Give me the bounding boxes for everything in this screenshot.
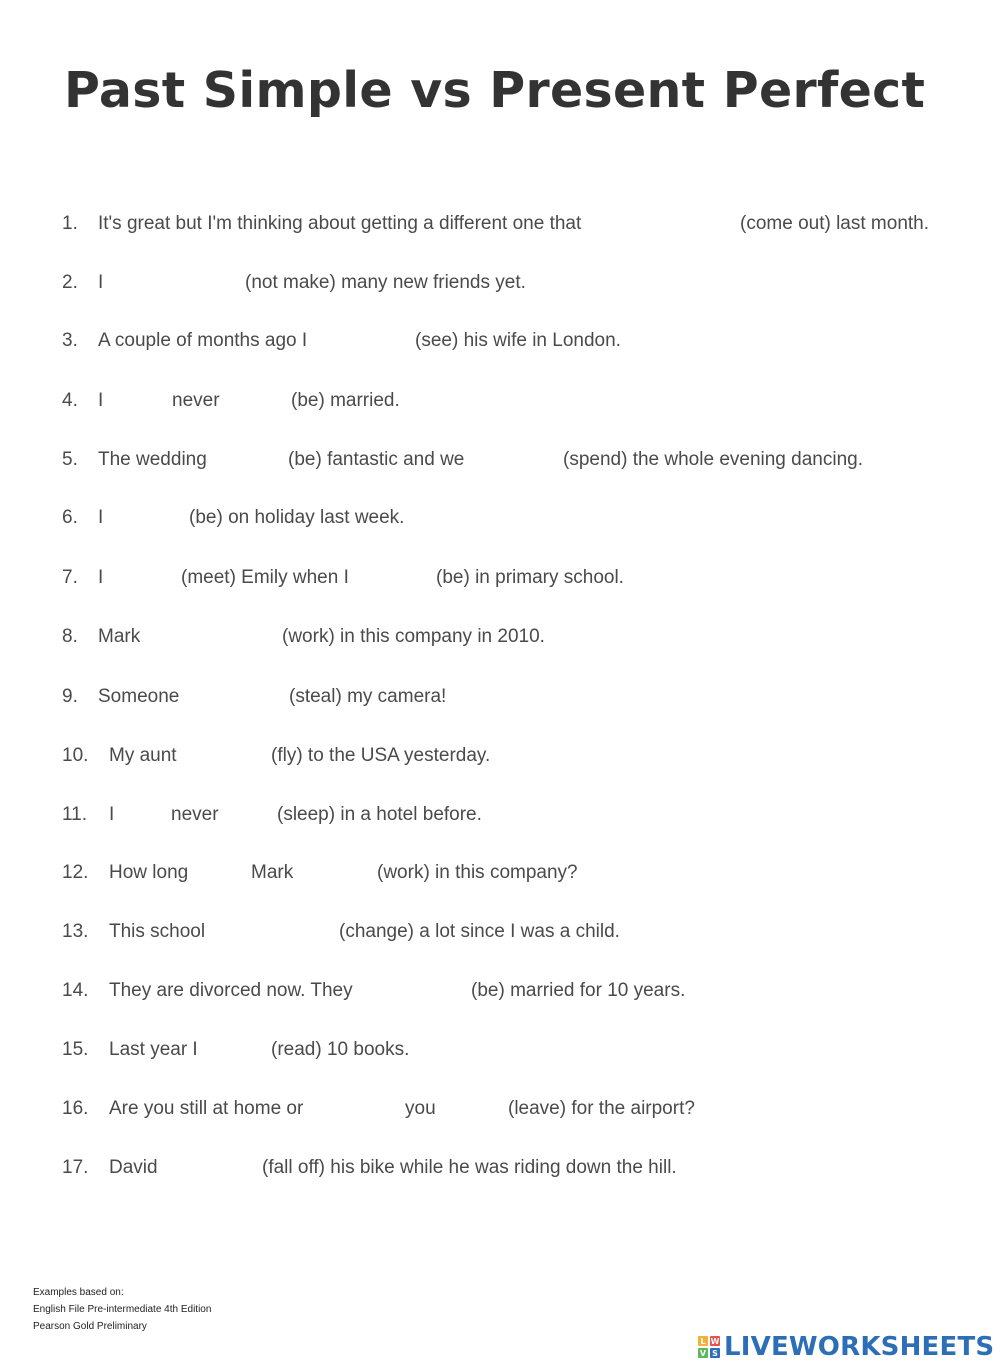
question-number: 9. [62, 686, 78, 707]
question-text: (spend) the whole evening dancing. [563, 449, 863, 470]
question-4 [0, 387, 1000, 415]
question-text: (steal) my camera! [289, 686, 447, 707]
question-7 [0, 564, 1000, 592]
question-text: you [405, 1098, 436, 1119]
question-text: It's great but I'm thinking about getting a different one that [98, 213, 582, 234]
answer-gap-input[interactable] [322, 329, 410, 353]
answer-gap-input[interactable] [108, 389, 166, 413]
answer-gap-input[interactable] [216, 448, 282, 472]
question-text: (work) in this company in 2010. [282, 626, 545, 647]
question-text: This school [109, 921, 206, 942]
answer-gap-input[interactable] [320, 1097, 400, 1121]
question-text: They are divorced now. They [109, 980, 353, 1001]
question-text: (sleep) in a hotel before. [277, 804, 482, 825]
question-text: (be) in primary school. [436, 567, 624, 588]
question-number: 3. [62, 330, 78, 351]
question-text: I [98, 567, 104, 588]
answer-gap-input[interactable] [300, 861, 372, 885]
svg-text:L: L [700, 1337, 706, 1346]
question-text: (work) in this company? [377, 862, 578, 883]
question-text: Someone [98, 686, 180, 707]
svg-text:S: S [712, 1349, 718, 1358]
answer-gap-input[interactable] [108, 271, 240, 295]
question-text: The wedding [98, 449, 207, 470]
brand-name: LIVEWORKSHEETS [724, 1332, 995, 1362]
question-8 [0, 623, 1000, 651]
question-text: I [109, 804, 115, 825]
answer-gap-input[interactable] [212, 920, 334, 944]
question-13 [0, 918, 1000, 946]
question-1 [0, 210, 1000, 238]
footer-line: English File Pre-intermediate 4th Edition [33, 1304, 212, 1315]
answer-gap-input[interactable] [204, 1038, 266, 1062]
footer-notes [33, 1284, 211, 1335]
question-12 [0, 859, 1000, 887]
answer-gap-input[interactable] [186, 685, 284, 709]
question-number: 6. [62, 507, 78, 528]
question-text: (not make) many new friends yet. [245, 272, 526, 293]
question-text: (fall off) his bike while he was riding down the hill. [262, 1157, 677, 1178]
answer-gap-input[interactable] [226, 389, 286, 413]
question-number: 2. [62, 272, 78, 293]
footer-line: Pearson Gold Preliminary [33, 1321, 147, 1332]
question-text: I [98, 390, 104, 411]
question-text: I [98, 507, 104, 528]
question-number: 10. [62, 745, 89, 766]
question-15 [0, 1036, 1000, 1064]
question-3 [0, 327, 1000, 355]
question-text: (come out) last month. [740, 213, 930, 234]
svg-text:V: V [699, 1349, 707, 1358]
question-number: 13. [62, 921, 89, 942]
answer-gap-input[interactable] [119, 803, 167, 827]
question-text: (be) married. [291, 390, 400, 411]
question-text: Mark [251, 862, 294, 883]
question-text: My aunt [109, 745, 177, 766]
question-number: 14. [62, 980, 89, 1001]
question-text: (see) his wife in London. [415, 330, 621, 351]
question-9 [0, 683, 1000, 711]
question-number: 16. [62, 1098, 89, 1119]
question-text: (be) fantastic and we [288, 449, 465, 470]
answer-gap-input[interactable] [225, 803, 271, 827]
question-text: (be) married for 10 years. [471, 980, 686, 1001]
question-text: never [172, 390, 220, 411]
question-16 [0, 1095, 1000, 1123]
question-number: 12. [62, 862, 89, 883]
question-text: Mark [98, 626, 141, 647]
question-17 [0, 1154, 1000, 1182]
question-text: How long [109, 862, 189, 883]
question-text: (leave) for the airport? [508, 1098, 695, 1119]
answer-gap-input[interactable] [622, 212, 734, 236]
answer-gap-input[interactable] [108, 566, 176, 590]
answer-gap-input[interactable] [366, 979, 466, 1003]
question-text: (meet) Emily when I [181, 567, 349, 588]
brand-logo[interactable] [697, 1330, 994, 1364]
answer-gap-input[interactable] [442, 1097, 502, 1121]
question-number: 4. [62, 390, 78, 411]
question-2 [0, 269, 1000, 297]
answer-gap-input[interactable] [476, 448, 558, 472]
question-14 [0, 977, 1000, 1005]
answer-gap-input[interactable] [196, 861, 246, 885]
question-text: (change) a lot since I was a child. [339, 921, 620, 942]
answer-gap-input[interactable] [150, 625, 276, 649]
question-5 [0, 446, 1000, 474]
question-text: Are you still at home or [109, 1098, 304, 1119]
answer-gap-input[interactable] [358, 566, 430, 590]
question-number: 8. [62, 626, 78, 647]
question-text: (be) on holiday last week. [189, 507, 405, 528]
question-number: 1. [62, 213, 78, 234]
question-number: 15. [62, 1039, 89, 1060]
question-number: 5. [62, 449, 78, 470]
question-text: (read) 10 books. [271, 1039, 410, 1060]
footer-line: Examples based on: [33, 1287, 124, 1298]
question-10 [0, 742, 1000, 770]
question-number: 7. [62, 567, 78, 588]
answer-gap-input[interactable] [164, 1156, 256, 1180]
liveworksheets-logo-icon [697, 1335, 721, 1359]
svg-text:W: W [710, 1337, 720, 1346]
question-6 [0, 504, 1000, 532]
answer-gap-input[interactable] [186, 744, 266, 768]
question-text: never [171, 804, 219, 825]
question-text: Last year I [109, 1039, 198, 1060]
question-11 [0, 801, 1000, 829]
page-title: Past Simple vs Present Perfect [64, 62, 926, 119]
answer-gap-input[interactable] [108, 506, 184, 530]
question-text: David [109, 1157, 158, 1178]
question-text: I [98, 272, 104, 293]
question-text: A couple of months ago I [98, 330, 308, 351]
question-number: 11. [62, 804, 88, 825]
question-number: 17. [62, 1157, 89, 1178]
question-text: (fly) to the USA yesterday. [271, 745, 491, 766]
